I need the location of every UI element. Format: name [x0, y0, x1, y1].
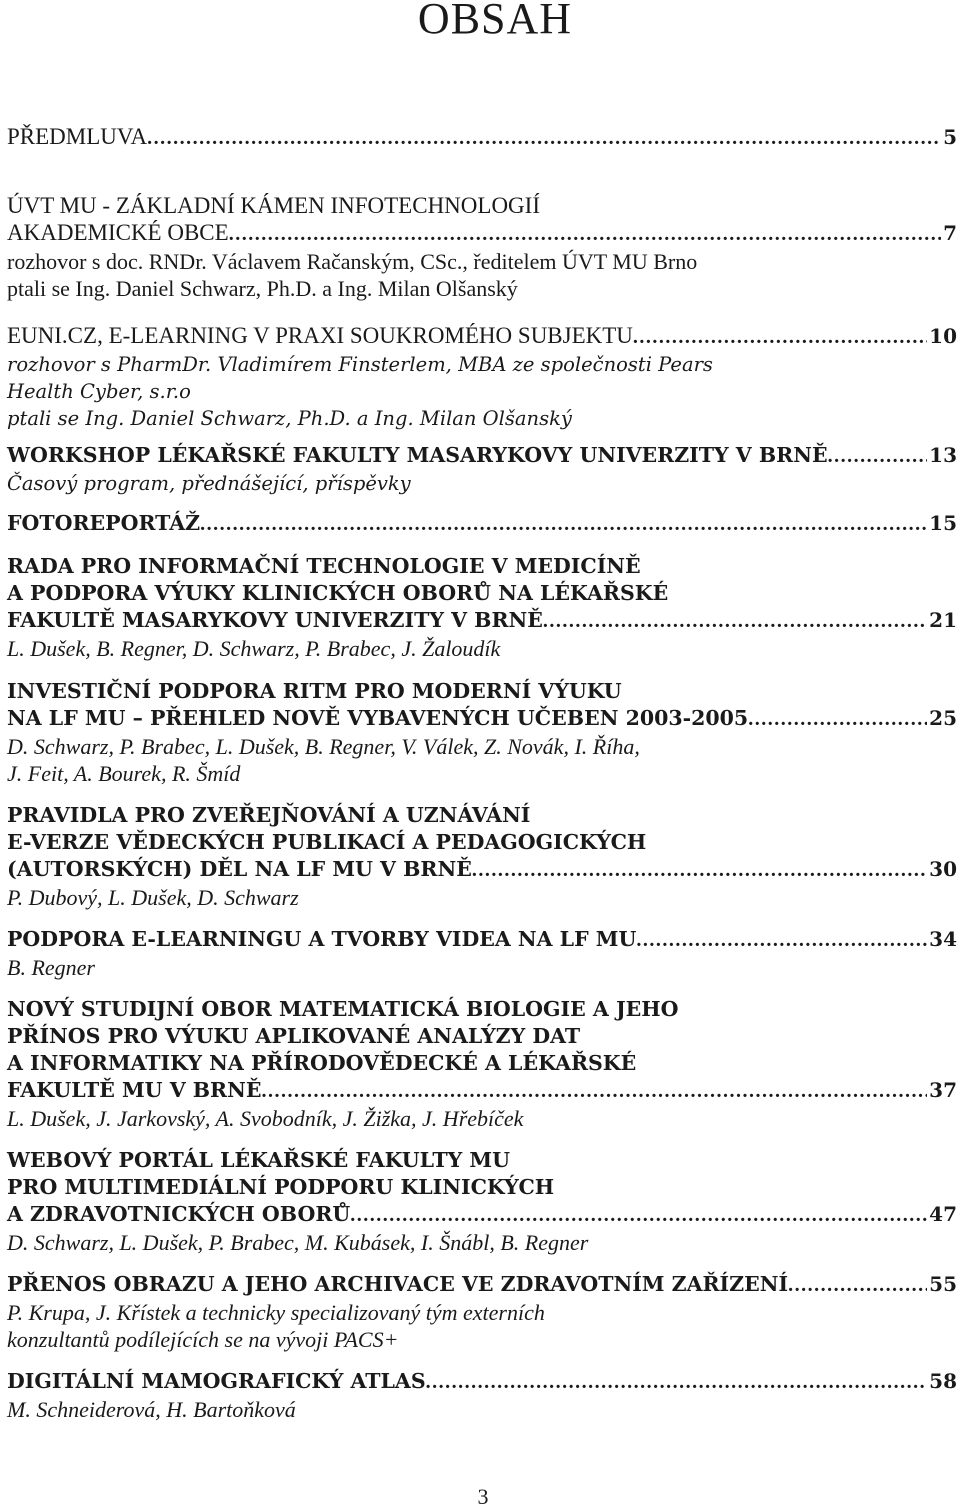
toc-heading-text: PODPORA E-LEARNINGU A TVORBY VIDEA NA LF MU [7, 927, 637, 951]
toc-page-number: 55 [929, 1272, 957, 1296]
toc-heading-line [7, 322, 957, 351]
toc-heading-text: ÚVT MU - ZÁKLADNÍ KÁMEN INFOTECHNOLOGIÍ [7, 193, 540, 218]
toc-heading-text: AKADEMICKÉ OBCE [7, 220, 229, 245]
toc-page-number: 13 [929, 443, 957, 467]
toc-page-number: 37 [929, 1078, 957, 1102]
toc-page-number: 25 [929, 706, 957, 730]
toc-entry[interactable] [7, 322, 957, 432]
toc-entry[interactable] [7, 192, 957, 302]
toc-heading-line [7, 705, 957, 733]
toc-subtitle: ptali se Ing. Daniel Schwarz, Ph.D. a Ing. Milan Olšanský [7, 407, 572, 430]
toc-heading-line [7, 219, 957, 248]
toc-entry[interactable] [7, 123, 957, 152]
toc-page-number: 10 [929, 324, 957, 348]
toc-subtitle: Časový program, přednášející, příspěvky [7, 472, 411, 495]
toc-subtitle: rozhovor s doc. RNDr. Václavem Račanským, CSc., ředitelem ÚVT MU Brno [7, 249, 698, 274]
dot-leader [636, 927, 927, 954]
toc-heading-line [7, 1271, 957, 1299]
toc-subtitle: L. Dušek, J. Jarkovský, A. Svobodník, J. Žižka, J. Hřebíček [7, 1106, 524, 1131]
toc-heading-text: NOVÝ STUDIJNÍ OBOR MATEMATICKÁ BIOLOGIE A JEHO [7, 997, 679, 1021]
toc-subtitle: konzultantů podílejících se na vývoji PACS+ [7, 1327, 399, 1352]
toc-heading-text: DIGITÁLNÍ MAMOGRAFICKÝ ATLAS [7, 1369, 426, 1393]
dot-leader [261, 1078, 927, 1105]
toc-subtitle: ptali se Ing. Daniel Schwarz, Ph.D. a Ing. Milan Olšanský [7, 276, 518, 301]
toc-heading-text: FOTOREPORTÁŽ [7, 511, 201, 535]
toc-heading-text: INVESTIČNÍ PODPORA RITM PRO MODERNÍ VÝUKU [7, 679, 622, 703]
toc-subtitle: L. Dušek, B. Regner, D. Schwarz, P. Brabec, J. Žaloudík [7, 636, 501, 661]
toc-subtitle: P. Krupa, J. Křístek a technicky specializovaný tým externích [7, 1300, 545, 1325]
toc-subtitle: M. Schneiderová, H. Bartoňková [7, 1397, 296, 1422]
toc-heading-line [7, 856, 957, 884]
page-number: 3 [477, 1484, 489, 1509]
toc-heading-text: WORKSHOP LÉKAŘSKÉ FAKULTY MASARYKOVY UNIVERZITY V BRNĚ [7, 443, 828, 467]
toc-heading-line [7, 1368, 957, 1396]
toc-heading-text: A INFORMATIKY NA PŘÍRODOVĚDECKÉ A LÉKAŘSKÉ [7, 1051, 637, 1075]
toc-entry[interactable] [7, 1368, 957, 1423]
toc-heading-line [7, 1077, 957, 1105]
toc-heading-text: NA LF MU – PŘEHLED NOVĚ VYBAVENÝCH UČEBEN 2003-2005 [7, 706, 749, 730]
toc-subtitle: D. Schwarz, L. Dušek, P. Brabec, M. Kubásek, I. Šnábl, B. Regner [7, 1230, 589, 1255]
toc-heading-text: PRAVIDLA PRO ZVEŘEJŇOVÁNÍ A UZNÁVÁNÍ [7, 803, 531, 827]
toc-entry[interactable] [7, 926, 957, 981]
page-title: OBSAH [417, 0, 573, 43]
toc-entry[interactable] [7, 678, 957, 787]
dot-leader [200, 511, 927, 538]
toc-entry[interactable] [7, 510, 957, 538]
toc-subtitle: rozhovor s PharmDr. Vladimírem Finsterlem, MBA ze společnosti Pears [7, 353, 713, 376]
toc-entry[interactable] [7, 802, 957, 911]
dot-leader [229, 221, 941, 248]
toc-page-number: 47 [929, 1202, 957, 1226]
toc-heading-line [7, 442, 957, 470]
toc-heading-text: PŘÍNOS PRO VÝUKU APLIKOVANÉ ANALÝZY DAT [7, 1024, 581, 1048]
toc-heading-text: A ZDRAVOTNICKÝCH OBORŮ [7, 1202, 351, 1226]
toc-subtitle: Health Cyber, s.r.o [7, 380, 191, 403]
toc-heading-line [7, 607, 957, 635]
toc-entry[interactable] [7, 1147, 957, 1256]
toc-subtitle: P. Dubový, L. Dušek, D. Schwarz [7, 885, 299, 910]
dot-leader [633, 324, 927, 351]
toc-heading-line [7, 926, 957, 954]
dot-leader [147, 125, 941, 152]
toc-page-number: 30 [929, 857, 957, 881]
table-of-contents [7, 123, 957, 1438]
dot-leader [543, 608, 927, 635]
toc-page-number: 7 [943, 221, 957, 245]
toc-page-number: 58 [929, 1369, 957, 1393]
toc-heading-line [7, 123, 957, 152]
toc-page-number: 5 [943, 125, 957, 149]
toc-entry[interactable] [7, 1271, 957, 1353]
toc-subtitle: J. Feit, A. Bourek, R. Šmíd [7, 761, 241, 786]
toc-page-number: 15 [929, 511, 957, 535]
dot-leader [748, 706, 927, 733]
toc-page-number: 34 [929, 927, 957, 951]
toc-heading-text: RADA PRO INFORMAČNÍ TECHNOLOGIE V MEDICÍNĚ [7, 554, 641, 578]
toc-entry[interactable] [7, 442, 957, 497]
toc-heading-text: FAKULTĚ MU V BRNĚ [7, 1078, 262, 1102]
toc-page-number: 21 [929, 608, 957, 632]
toc-heading-text: A PODPORA VÝUKY KLINICKÝCH OBORŮ NA LÉKAŘSKÉ [7, 581, 669, 605]
toc-heading-text: FAKULTĚ MASARYKOVY UNIVERZITY V BRNĚ [7, 608, 543, 632]
toc-heading-text: (AUTORSKÝCH) DĚL NA LF MU V BRNĚ [7, 857, 472, 881]
toc-heading-line [7, 510, 957, 538]
toc-heading-line [7, 1201, 957, 1229]
toc-subtitle: B. Regner [7, 955, 95, 980]
toc-heading-text: PŘEDMLUVA [7, 124, 148, 149]
toc-entry[interactable] [7, 996, 957, 1132]
toc-heading-text: WEBOVÝ PORTÁL LÉKAŘSKÉ FAKULTY MU [7, 1148, 510, 1172]
toc-heading-text: EUNI.CZ, E-LEARNING V PRAXI SOUKROMÉHO SUBJEKTU [7, 323, 633, 348]
dot-leader [350, 1202, 927, 1229]
toc-heading-text: PŘENOS OBRAZU A JEHO ARCHIVACE VE ZDRAVOTNÍM ZAŘÍZENÍ [7, 1272, 789, 1296]
dot-leader [426, 1369, 928, 1396]
toc-heading-text: E-VERZE VĚDECKÝCH PUBLIKACÍ A PEDAGOGICKÝCH [7, 830, 647, 854]
toc-heading-text: PRO MULTIMEDIÁLNÍ PODPORU KLINICKÝCH [7, 1175, 555, 1199]
dot-leader [788, 1272, 927, 1299]
toc-entry[interactable] [7, 553, 957, 662]
dot-leader [472, 857, 927, 884]
toc-subtitle: D. Schwarz, P. Brabec, L. Dušek, B. Regner, V. Válek, Z. Novák, I. Říha, [7, 734, 640, 759]
dot-leader [828, 443, 928, 470]
